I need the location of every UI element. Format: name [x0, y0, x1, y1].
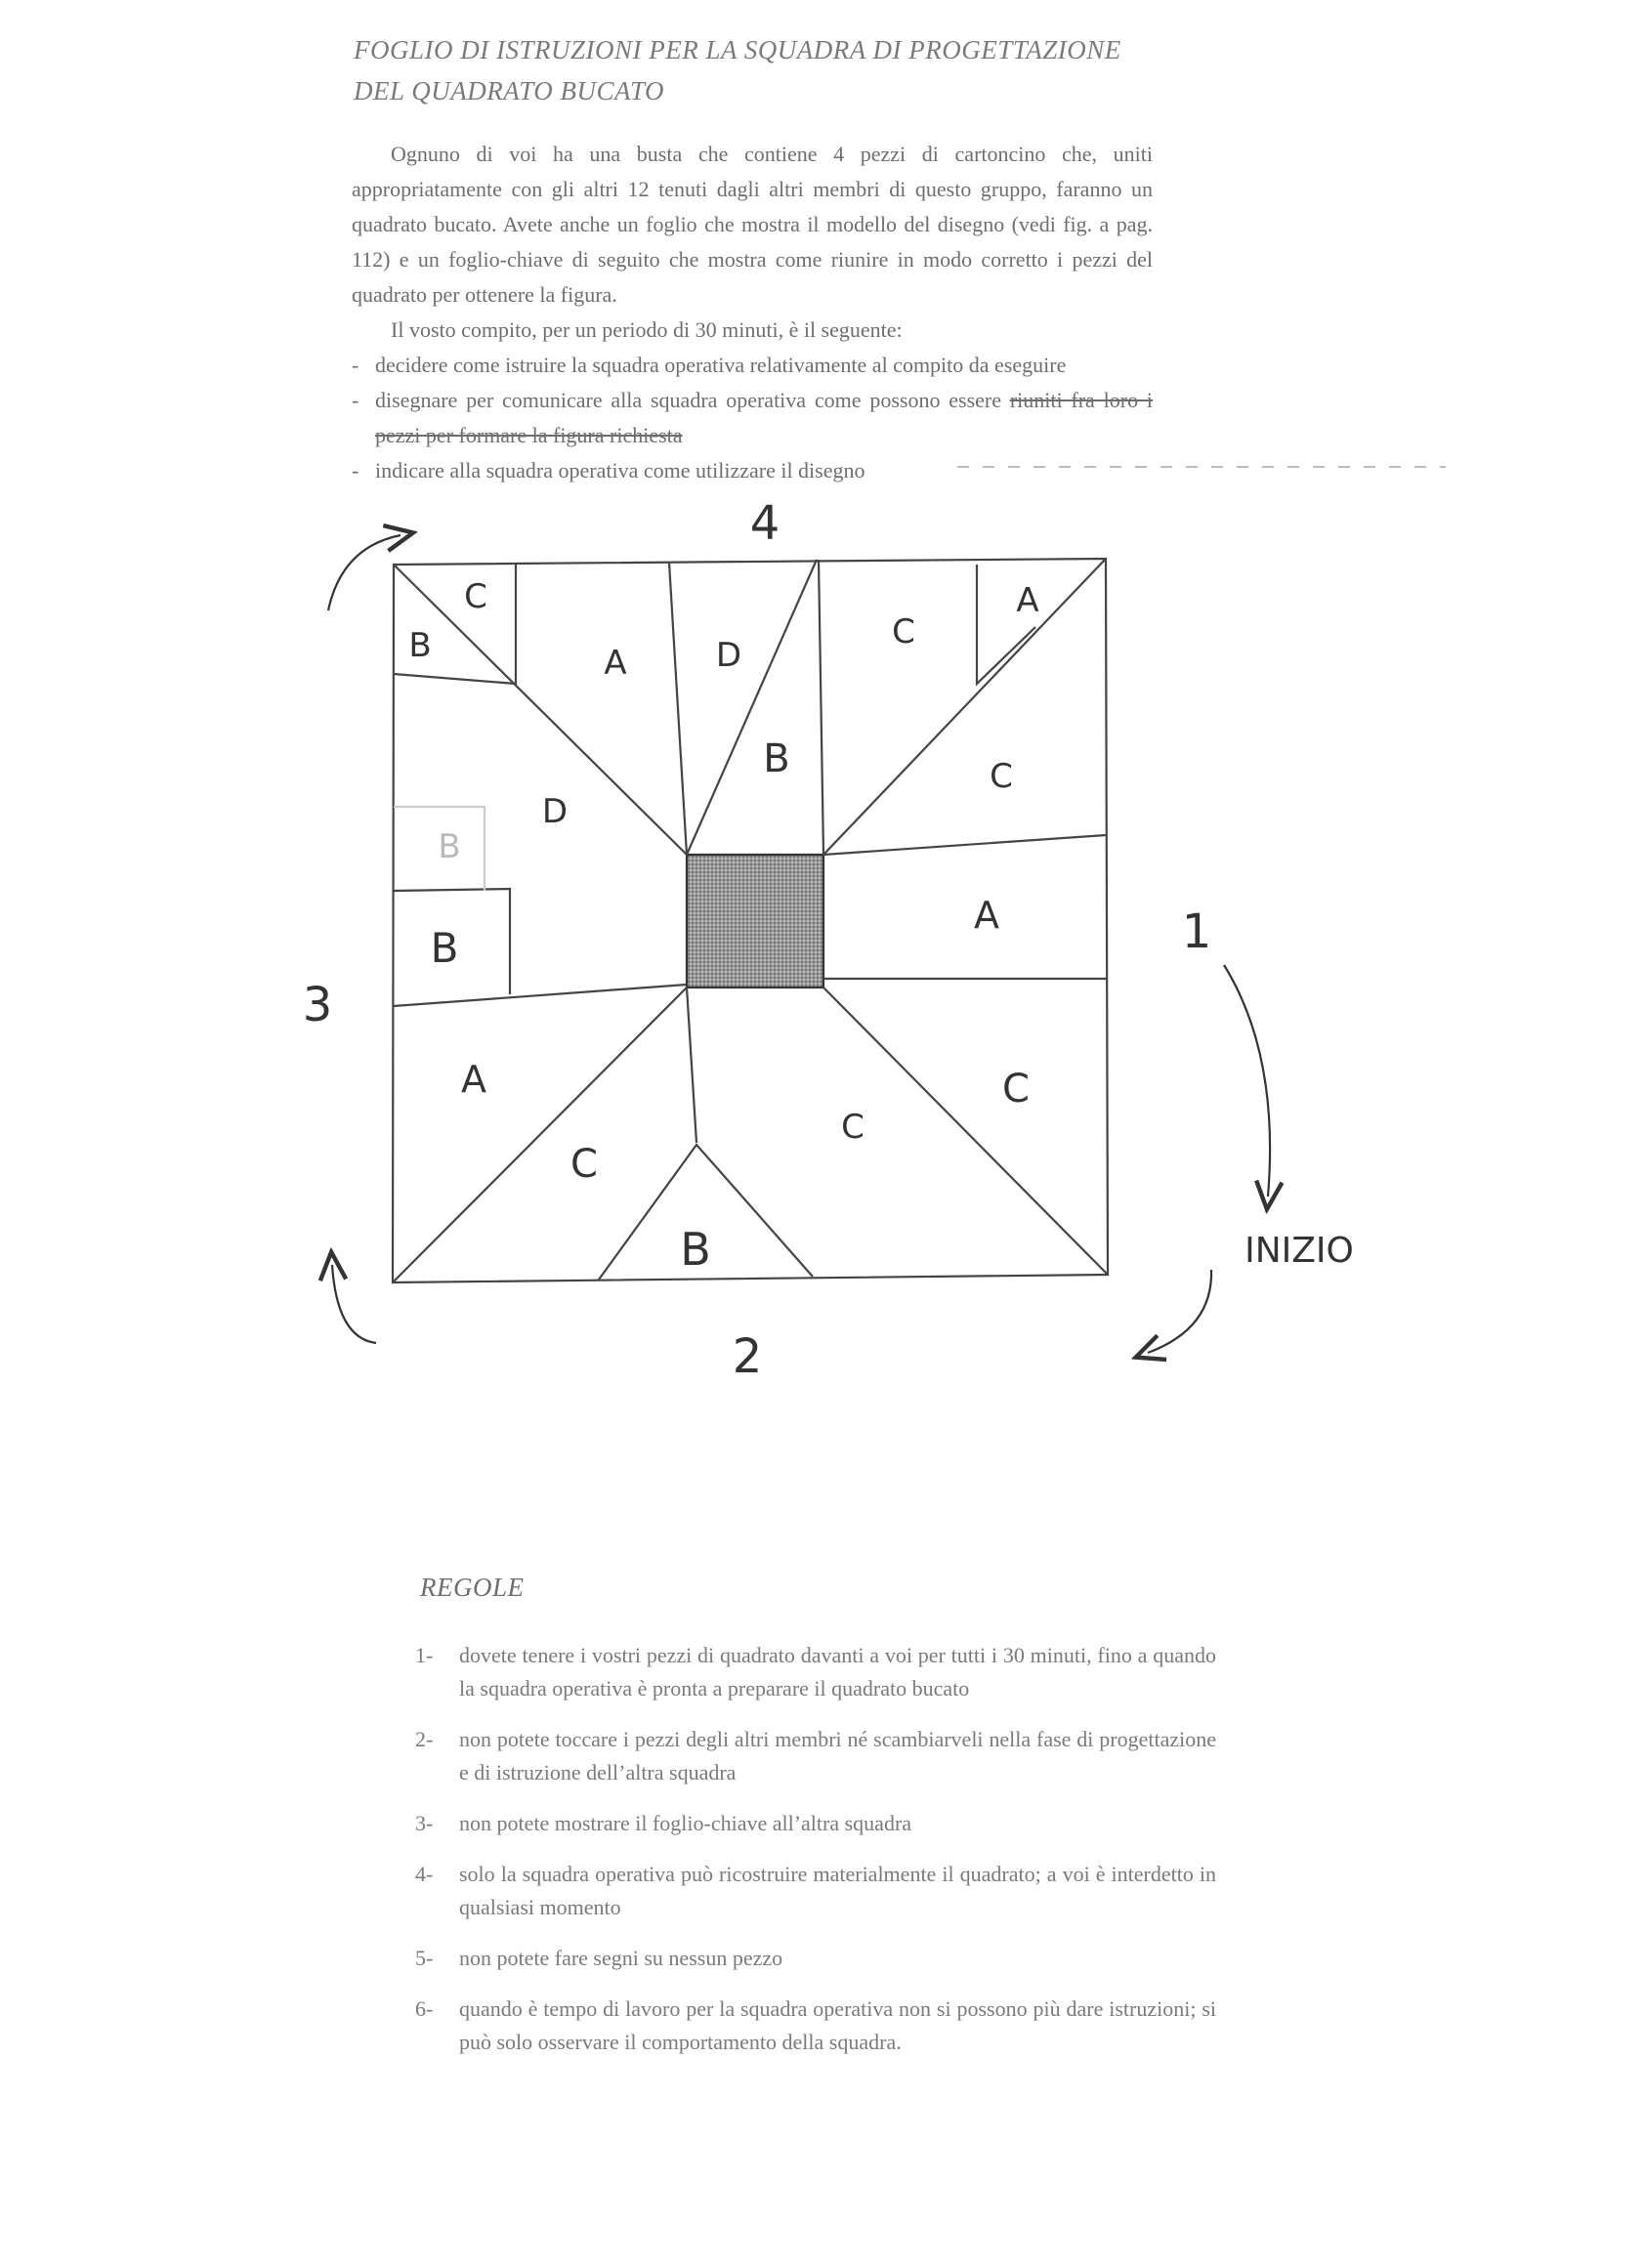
rule-text: solo la squadra operativa può ricostruire materialmente il quadrato; a voi è interdetto in qualsiasi momento [459, 1862, 1216, 1919]
side-label-3: 3 [302, 978, 333, 1032]
intro-section [352, 137, 1153, 488]
rotation-arrow-bottom-left [332, 1265, 376, 1343]
arrows [328, 535, 1270, 1353]
rule-number: 4- [415, 1862, 434, 1886]
task-item [352, 383, 1153, 453]
intro-paragraph-2: Il vosto compito, per un periodo di 30 minuti, è il seguente: [391, 317, 903, 342]
side-label-1: 1 [1181, 904, 1212, 959]
rotation-arrow-top-left [328, 535, 401, 610]
outer-square [393, 559, 1108, 1282]
piece-letter: D [715, 636, 742, 675]
task-text: decidere come istruire la squadra operativa relativamente al compito da eseguire [375, 353, 1067, 377]
piece-letter: A [974, 894, 999, 937]
rule-text: non potete fare segni su nessun pezzo [459, 1946, 783, 1970]
puzzle-square [393, 559, 1108, 1282]
side-label-4: 4 [749, 496, 780, 551]
task-text-struck: riuniti fra loro i pezzi per formare la figura richiesta [375, 388, 1153, 447]
document-title [354, 29, 1233, 111]
rule-item [415, 1807, 1216, 1840]
side-label-2: 2 [732, 1329, 763, 1384]
task-text: disegnare per comunicare alla squadra operativa come possono essere [375, 388, 1001, 412]
title-line-2: DEL QUADRATO BUCATO [354, 76, 665, 105]
rotation-arrow-right [1224, 965, 1270, 1197]
task-list [352, 348, 1153, 488]
list-dash: - [352, 388, 359, 412]
rule-text: dovete tenere i vostri pezzi di quadrato davanti a voi per tutti i 30 minuti, fino a quando la squadra operativa è pronta a preparare il quadrato bucato [459, 1643, 1216, 1701]
title-line-1: FOGLIO DI ISTRUZIONI PER LA SQUADRA DI PROGETTAZIONE [354, 35, 1121, 64]
piece-letter: B [680, 1223, 711, 1276]
rule-item [415, 1993, 1216, 2059]
piece-letter: B [438, 827, 461, 866]
list-dash: - [352, 458, 359, 483]
task-text: indicare alla squadra operativa come utilizzare il disegno [375, 458, 865, 483]
piece-letter: C [841, 1108, 865, 1147]
piece-letter: B [763, 736, 790, 781]
center-hole [687, 855, 823, 987]
piece-letter: A [461, 1058, 486, 1101]
rule-item [415, 1723, 1216, 1789]
piece-letter: D [541, 792, 569, 831]
rotation-arrow-bottom-right [1148, 1270, 1211, 1353]
intro-paragraph-1: Ognuno di voi ha una busta che contiene 4 pezzi di cartoncino che, uniti appropriatamente con gli altri 12 tenuti dagli altri membri di questo gruppo, faranno un quadrato bucato. Avete anche un foglio che mostra il modello del disegno (vedi fig. a pag. 112) e un foglio-chiave di seguito che mostra come riunire in modo corretto i pezzi del quadrato per ottenere la figura. [352, 142, 1153, 307]
rule-item [415, 1942, 1216, 1975]
task-item [352, 453, 1153, 488]
piece-letter: A [604, 644, 627, 683]
piece-letter: C [1002, 1067, 1030, 1112]
piece-letter: B [408, 626, 432, 665]
rule-text: non potete toccare i pezzi degli altri membri né scambiarveli nella fase di progettazione e di istruzione dell’altra squadra [459, 1727, 1216, 1785]
rule-number: 2- [415, 1727, 434, 1751]
piece-labels [408, 577, 1038, 1276]
piece-letter: A [1016, 581, 1039, 620]
rule-text: quando è tempo di lavoro per la squadra operativa non si possono più dare istruzioni; si può solo osservare il comportamento della squadra. [459, 1996, 1216, 2054]
start-label: INIZIO [1244, 1231, 1354, 1271]
piece-letter: B [430, 924, 459, 972]
piece-letter: C [570, 1142, 598, 1187]
piece-letter: C [892, 612, 915, 651]
list-dash: - [352, 353, 359, 377]
rule-text: non potete mostrare il foglio-chiave all’altra squadra [459, 1811, 912, 1835]
rule-number: 5- [415, 1946, 434, 1970]
task-item [352, 348, 1153, 383]
side-labels [303, 496, 1354, 1384]
piece-letter: C [990, 757, 1013, 796]
rule-item [415, 1858, 1216, 1924]
rules-list [415, 1639, 1216, 2077]
rule-number: 6- [415, 1996, 434, 2021]
rule-number: 1- [415, 1643, 434, 1667]
rules-title: REGOLE [420, 1573, 525, 1602]
piece-letter: C [464, 577, 487, 616]
rule-item [415, 1639, 1216, 1705]
rule-number: 3- [415, 1811, 434, 1835]
